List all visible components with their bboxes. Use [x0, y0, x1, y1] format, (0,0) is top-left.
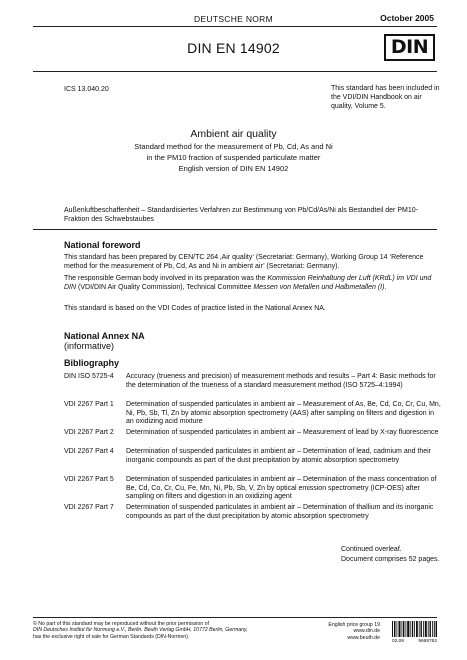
foreword-paragraph-3: This standard is based on the VDI Codes of practice listed in the National Annex NA.: [64, 305, 326, 312]
bibliography-text: Determination of suspended particulates in ambient air – Measurement of lead by X-ray fluorescence: [126, 429, 439, 436]
foreword-heading: National foreword: [64, 240, 141, 250]
order-number: 9668762: [418, 639, 437, 644]
bibliography-item: [64, 448, 442, 465]
section-rule: [33, 229, 437, 230]
price-group: English price group 19: [328, 622, 380, 628]
bibliography-text: Determination of suspended particulates in ambient air – Determination of lead, cadmium and their inorganic compounds as part of the dust precipitation by atomic absorption spectrometry: [126, 448, 432, 464]
page-count: Document comprises 52 pages.: [341, 556, 440, 563]
subtitle-line-2: in the PM10 fraction of suspended particulate matter: [146, 152, 321, 162]
header-title: DEUTSCHE NORM: [194, 14, 273, 24]
bibliography-item: [64, 429, 442, 438]
ics-code: ICS 13.040.20: [64, 86, 109, 93]
bibliography-ref: DIN ISO 5725-4: [64, 373, 114, 380]
price-info: [304, 622, 380, 641]
foreword-paragraph-1: This standard has been prepared by CEN/TC 264 ‚Air quality‘ (Secretariat: Germany), Working Group 14 ‘Reference method for the measurement of Pb, Cd, As and Ni in ambient air’ (Secretariat: Germany).: [64, 254, 424, 270]
subtitle-line-3: English version of DIN EN 14902: [178, 164, 289, 173]
din-logo: DIN: [384, 34, 435, 61]
bibliography-ref: VDI 2267 Part 5: [64, 476, 114, 483]
bibliography-heading: Bibliography: [64, 358, 120, 368]
title-rule: [33, 71, 437, 72]
continued-note: [341, 545, 439, 565]
copyright-line-3: has the exclusive right of sale for German Standards (DIN-Normen).: [33, 633, 190, 640]
document-number: DIN EN 14902: [187, 40, 280, 56]
bibliography-item: [64, 373, 442, 390]
annex-heading: National Annex NA: [64, 331, 145, 341]
subtitle-line-1: Standard method for the measurement of Pb, Cd, As and Ni: [134, 142, 333, 151]
annex-heading-block: [64, 331, 145, 351]
foreword-paragraph-2: [64, 275, 440, 292]
bibliography-ref: VDI 2267 Part 1: [64, 401, 114, 408]
foreword-p2-d: Messen von Metallen und Halbmetallen (I): [253, 283, 385, 291]
barcode-image: [392, 621, 437, 637]
bibliography-text: Determination of suspended particulates in ambient air – Measurement of As, Be, Cd, Co, Cr, Cu, Mn, Ni, Pb, Sb, Tl, Zn by atomic absorption spectrometry (AAS) after sampling on filters and digestion in an oxidizing acid mixture: [126, 401, 441, 426]
bibliography-item: [64, 476, 442, 502]
subtitle: [0, 142, 467, 175]
edition-code: 02.06: [392, 639, 405, 644]
bibliography-text: Accuracy (trueness and precision) of measurement methods and results – Part 4: Basic methods for the determination of the trueness of a standard measurement method (ISO 5725–4:1994): [126, 373, 436, 389]
foreword-p2-a: The responsible German body involved in its preparation was the: [64, 275, 268, 282]
foreword-p2-c: (VDI/DIN Air Quality Commission), Technical Committee: [76, 283, 254, 291]
bibliography-text: Determination of suspended particulates in ambient air – Determination of the mass concentration of Be, Cd, Co, Cr, Cu, Fe, Mn, Ni, Pb, Sb, V, Zn by optical emission spectrometry (ICP-OES) after sampling on filters and digestion in an oxidizing agent: [126, 476, 437, 501]
header-rule: [33, 26, 437, 27]
foreword-p2-e: .: [384, 283, 387, 291]
bibliography-ref: VDI 2267 Part 4: [64, 448, 114, 455]
web-beuth: www.beuth.de: [347, 634, 380, 641]
handbook-note: This standard has been included in the VDI/DIN Handbook on air quality, Volume 5.: [331, 85, 440, 110]
bibliography-item: [64, 401, 442, 427]
annex-subheading: (informative): [64, 341, 115, 351]
barcode-numbers: [392, 639, 437, 644]
continued-overleaf: Continued overleaf.: [341, 546, 402, 553]
main-title: Ambient air quality: [190, 128, 277, 140]
copyright-line-2: DIN Deutsches Institut für Normung e.V., Berlin. Beuth Verlag GmbH, 10772 Berlin, Germany,: [33, 627, 248, 634]
foreword-p2-b: Kommission Reinhaltung der Luft (KRdL) im VDI und DIN: [64, 275, 432, 291]
german-title: Außenluftbeschaffenheit – Standardisiertes Verfahren zur Bestimmung von Pb/Cd/As/Ni als Bestandteil der PM10-Fraktion des Schwebstaubes: [64, 207, 418, 223]
bibliography-ref: VDI 2267 Part 7: [64, 504, 114, 511]
copyright-line-1: © No part of this standard may be reproduced without the prior permission of: [33, 621, 209, 627]
footer-rule: [33, 617, 437, 618]
bibliography-text: Determination of suspended particulates in ambient air – Determination of thallium and its inorganic compounds as part of the dust precipitation by atomic absorption spectrometry: [126, 504, 434, 520]
header-date: October 2005: [380, 13, 434, 23]
bibliography-item: [64, 504, 442, 521]
web-din: www.din.de: [353, 628, 380, 635]
copyright-notice: [33, 621, 288, 640]
bibliography-ref: VDI 2267 Part 2: [64, 429, 114, 436]
